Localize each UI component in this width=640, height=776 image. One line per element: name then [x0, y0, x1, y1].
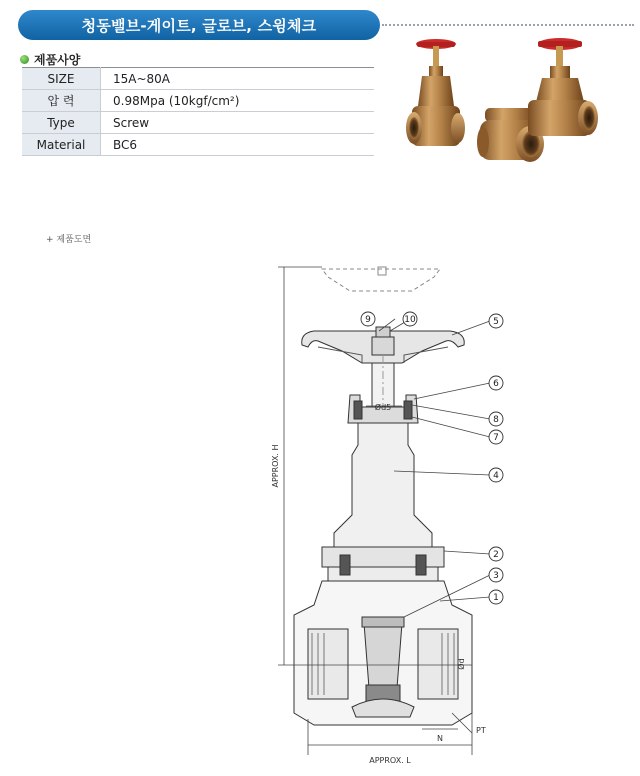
table-row	[22, 112, 374, 134]
spec-value: Screw	[101, 112, 375, 134]
part-number: 9	[365, 315, 371, 325]
table-row	[22, 90, 374, 112]
height-dimension-label: APPROX. H	[271, 444, 280, 488]
spec-value: 0.98Mpa (10kgf/cm²)	[101, 90, 375, 112]
product-photo	[400, 36, 632, 196]
spec-label: 압 력	[22, 90, 101, 112]
part-number: 1	[493, 593, 499, 603]
title-banner	[18, 10, 380, 40]
part-number: 6	[493, 379, 499, 389]
bore-diameter-label: Ød	[457, 658, 466, 670]
part-number: 7	[493, 433, 499, 443]
n-dimension-label: N	[437, 734, 443, 743]
spec-value: 15A~80A	[101, 68, 375, 90]
spec-value: BC6	[101, 134, 375, 156]
title-divider	[382, 24, 634, 26]
page-title: 청동밸브-게이트, 글로브, 스윙체크	[81, 16, 317, 35]
table-row	[22, 134, 374, 156]
part-number: 10	[404, 315, 416, 325]
gate-valve-left	[406, 39, 465, 146]
technical-drawing	[262, 255, 640, 776]
spec-table	[22, 67, 374, 156]
stem-diameter-label: Ød5	[374, 403, 392, 412]
part-number: 5	[493, 317, 499, 327]
table-row	[22, 68, 374, 90]
length-dimension-label: APPROX. L	[369, 756, 411, 765]
gate-valve-right	[528, 38, 598, 136]
part-number: 4	[493, 471, 499, 481]
spec-label: Type	[22, 112, 101, 134]
part-number: 8	[493, 415, 499, 425]
part-number: 3	[493, 571, 499, 581]
spec-heading-text: 제품사양	[34, 53, 81, 67]
bullet-icon	[20, 55, 29, 64]
spec-heading	[20, 51, 80, 68]
spec-label: SIZE	[22, 68, 101, 90]
part-number: 2	[493, 550, 499, 560]
spec-label: Material	[22, 134, 101, 156]
drawing-section-label: + 제품도면	[46, 235, 92, 245]
thread-label: PT	[476, 726, 486, 735]
